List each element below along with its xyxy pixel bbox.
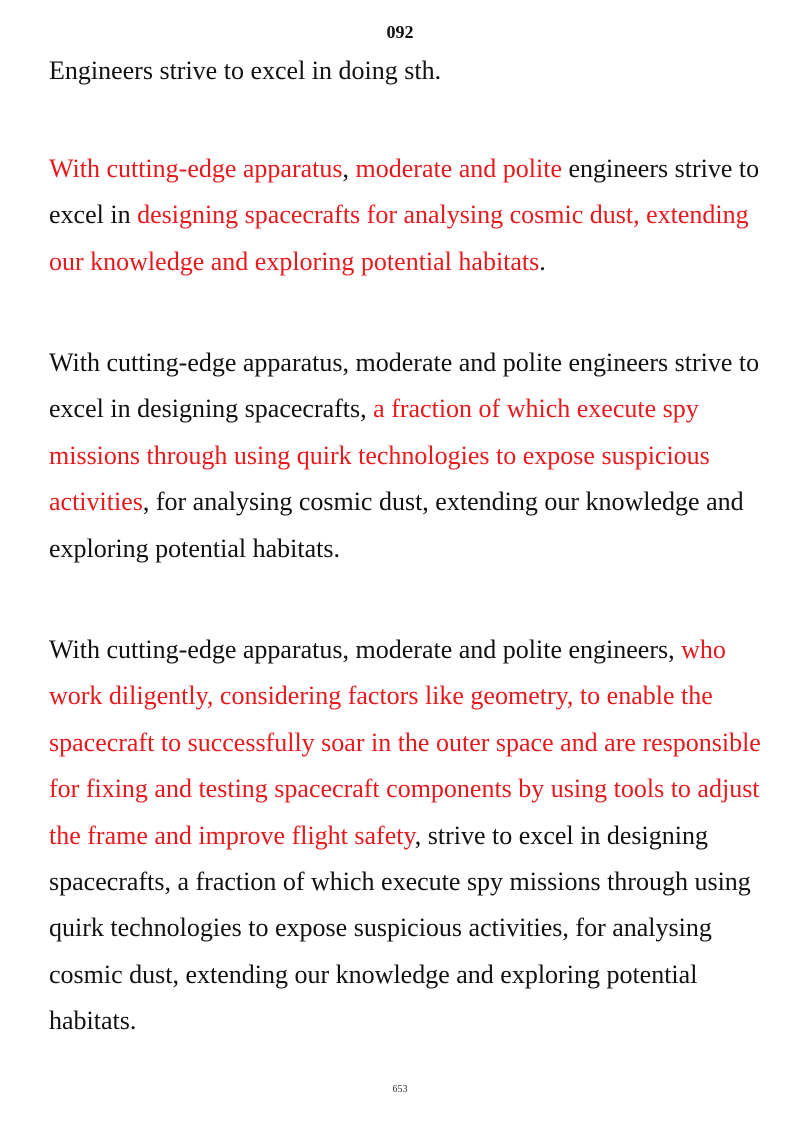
para1-seg-4: engineers strive to excel in (49, 154, 760, 230)
para2-seg-2: a fraction of which execute spy missions through using quirk technologies to expose suspicious activities (49, 394, 710, 517)
section-number: 092 (386, 22, 414, 42)
para1-seg-2: , (342, 154, 356, 183)
para3-seg-2: who work diligently, considering factors like geometry, to enable the spacecraft to successfully soar in the outer space and are responsible for fixing and testing spacecraft components by using tools to adjust the frame and improve flight safety (49, 635, 761, 850)
para1-seg-5: designing spacecrafts for analysing cosmic dust, extending our knowledge and exploring potential habitats (49, 200, 749, 276)
page-title: Engineers strive to excel in doing sth. (49, 56, 442, 85)
paragraph-3 (49, 627, 764, 1045)
para3-seg-1: With cutting-edge apparatus, moderate and polite engineers, (49, 635, 682, 664)
para1-seg-3: moderate and polite (355, 154, 562, 183)
para3-seg-3: , strive to excel in designing spacecrafts, a fraction of which execute spy missions through using quirk technologies to expose suspicious activities, for analysing cosmic dust, extending our knowledge and exploring potential habitats. (49, 820, 751, 1036)
paragraph-2 (49, 340, 764, 572)
para1-seg-1: With cutting-edge apparatus (49, 154, 343, 183)
para1-seg-6: . (539, 246, 546, 276)
para2-seg-1: With cutting-edge apparatus, moderate and polite engineers strive to excel in designing spacecrafts, (49, 348, 760, 424)
para2-seg-3: , for analysing cosmic dust, extending our knowledge and exploring potential habitats. (49, 487, 744, 563)
page-number: 653 (392, 1084, 408, 1095)
paragraph-1 (49, 146, 764, 285)
